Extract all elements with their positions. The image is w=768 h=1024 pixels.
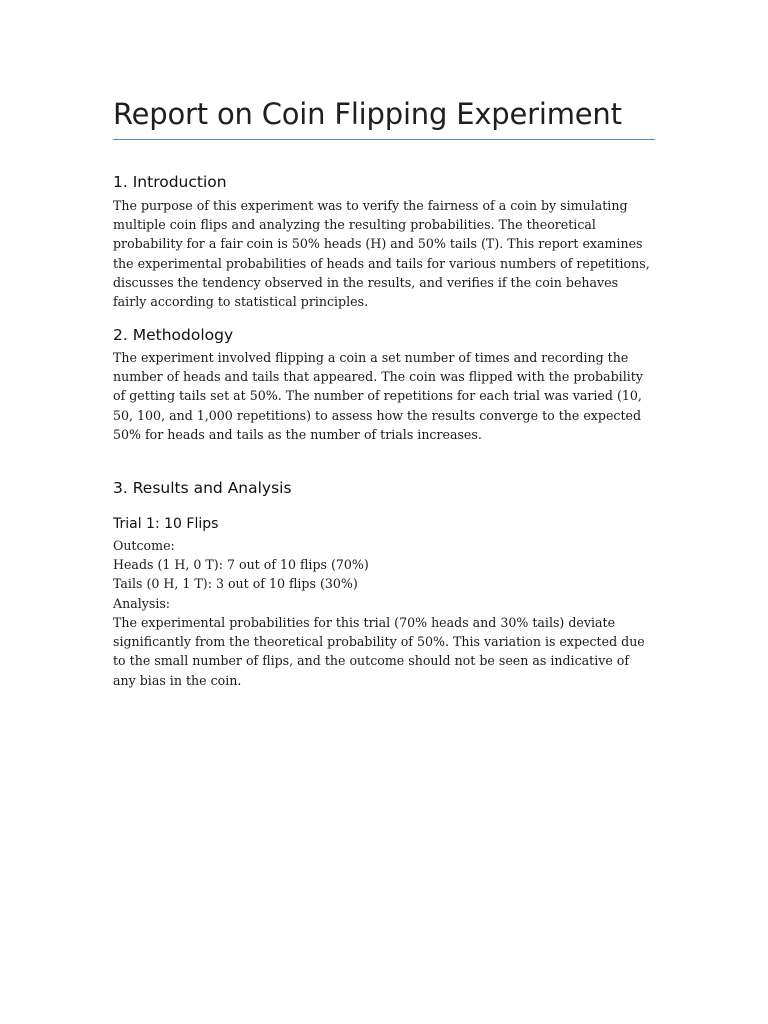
- methodology-heading: 2. Methodology: [113, 326, 234, 344]
- results-heading: 3. Results and Analysis: [113, 479, 292, 497]
- introduction-heading: 1. Introduction: [113, 173, 227, 191]
- methodology-paragraph: The experiment involved flipping a coin a set number of times and recording the number of heads and tails that appeared. The coin was flipped with the probability of getting tails set at 50%. The number of repetitions for each trial was varied (10, 50, 100, and 1,000 repetitions) to assess how the results converge to the expected 50% for heads and tails as the number of trials increases.: [113, 350, 643, 442]
- analysis-paragraph: The experimental probabilities for this trial (70% heads and 30% tails) deviate significantly from the theoretical probability of 50%. This variation is expected due to the small number of flips, and the outcome should not be seen as indicative of any bias in the coin.: [113, 615, 645, 688]
- heads-result-line: Heads (1 H, 0 T): 7 out of 10 flips (70%): [113, 557, 369, 572]
- analysis-label: Analysis:: [113, 596, 171, 611]
- outcome-label: Outcome:: [113, 538, 175, 553]
- document-title: Report on Coin Flipping Experiment: [113, 97, 622, 131]
- trial-1-heading: Trial 1: 10 Flips: [113, 516, 219, 532]
- title-underline: [113, 139, 655, 140]
- introduction-paragraph: The purpose of this experiment was to verify the fairness of a coin by simulating multiple coin flips and analyzing the resulting probabilities. The theoretical probability for a fair coin is 50% heads (H) and 50% tails (T). This report examines the experimental probabilities of heads and tails for various numbers of repetitions, discusses the tendency observed in the results, and verifies if the coin behaves fairly according to statistical principles.: [113, 198, 650, 310]
- tails-result-line: Tails (0 H, 1 T): 3 out of 10 flips (30%): [113, 576, 358, 591]
